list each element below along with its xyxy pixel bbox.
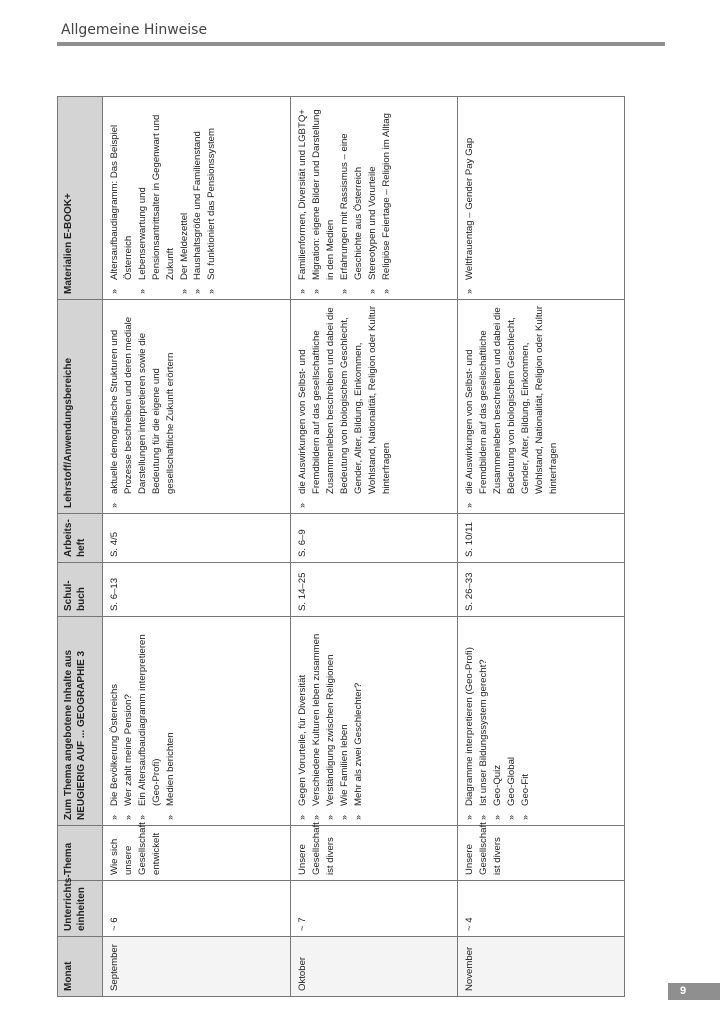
list-item: » Geo-Quiz [491,622,505,820]
list-item: » Mehr als zwei Geschlechter? [352,622,366,820]
curriculum-table-container [57,97,625,997]
list-item: » Haushaltsgröße und Familienstand [191,102,205,294]
cell-materialien [103,97,291,300]
list-item: » Die Bevölkerung Österreichs [108,622,122,820]
cell-lehrstoff [103,300,291,514]
cell-materialien [458,97,625,300]
list-item: » So funktioniert das Pensionssystem [205,102,219,294]
list-item: » Lebenserwartung und Pensionsantrittsalter in Gegenwart und Zukunft [136,102,178,294]
curriculum-table [57,96,625,997]
list-item: » Geo-Global [505,622,519,820]
header-einheiten: Unterrichts-einheiten [58,881,103,937]
header-arbeitsheft: Arbeits-heft [58,514,103,563]
list-item: » Altersaufbaudiagramm: Das Beispiel Österreich [108,102,136,294]
list-item: » Gegen Vorurteile, für Diversität [296,622,310,820]
page-number-badge: 9 [668,983,720,1000]
list-item: » Weltfrauentag – Gender Pay Gap [463,102,477,294]
list-item: » Geo-Fit [519,622,533,820]
cell-arbeitsheft: S. 4/5 [103,514,291,563]
list-item: » Diagramme interpretieren (Geo-Profi) [463,622,477,820]
cell-monat: September [103,937,291,997]
cell-monat: November [458,937,625,997]
header-inhalte: Zum Thema angebotene Inhalte aus NEUGIERIG AUF ... GEOGRAPHIE 3 [58,617,103,826]
table-row [103,97,291,997]
list-item: » Wer zahlt meine Pension? [122,622,136,820]
header-thema: Thema [58,826,103,881]
header-monat: Monat [58,937,103,997]
cell-inhalte [103,617,291,826]
list-item: » Der Meldezettel [178,102,192,294]
header-materialien: Materialien E-BOOK+ [58,97,103,300]
list-item: » die Auswirkungen von Selbst- und Fremdbildern auf das gesellschaftliche Zusammenleben beschreiben und dabei die Bedeutung von biologischem Geschlecht, Gender, Alter, Bildung, Einkommen, Wohlstand, Nationalität, Religion oder Kultur hinterfragen [463,305,560,508]
cell-einheiten: ~ 4 [458,881,625,937]
list-item: » Ein Altersaufbaudiagramm interpretieren (Geo-Profi) [136,622,164,820]
cell-schulbuch: S. 6–13 [103,563,291,617]
list-item: » die Auswirkungen von Selbst- und Fremdbildern auf das gesellschaftliche Zusammenleben beschreiben und dabei die Bedeutung von biologischem Geschlecht, Gender, Alter, Bildung, Einkommen, Wohlstand, Nationalität, Religion oder Kultur hinterfragen [296,305,393,508]
cell-thema: Unsere Gesellschaft ist divers [291,826,458,881]
cell-materialien [291,97,458,300]
cell-einheiten: ~ 7 [291,881,458,937]
list-item: » Verständigung zwischen Religionen [324,622,338,820]
cell-arbeitsheft: S. 6–9 [291,514,458,563]
cell-thema: Wie sich unsere Gesellschaft entwickelt [103,826,291,881]
cell-inhalte [291,617,458,826]
list-item: » Erfahrungen mit Rassismus – eine Geschichte aus Österreich [338,102,366,294]
list-item: » Religiöse Feiertage – Religion im Alltag [380,102,394,294]
cell-lehrstoff [458,300,625,514]
cell-inhalte [458,617,625,826]
cell-schulbuch: S. 26–33 [458,563,625,617]
table-row [291,97,458,997]
list-item: » Medien berichten [164,622,178,820]
header-lehrstoff: Lehrstoff/Anwendungsbereiche [58,300,103,514]
table-row [458,97,625,997]
list-item: » Stereotypen und Vorurteile [366,102,380,294]
cell-schulbuch: S. 14–25 [291,563,458,617]
list-item: » aktuelle demografische Strukturen und Prozesse beschreiben und deren mediale Darstellungen interpretieren sowie die Bedeutung für die eigene und gesellschaftliche Zukunft erörtern [108,305,178,508]
cell-arbeitsheft: S. 10/11 [458,514,625,563]
list-item: » Verschiedene Kulturen leben zusammen [310,622,324,820]
list-item: » Migration: eigene Bilder und Darstellung in den Medien [310,102,338,294]
cell-thema: Unsere Gesellschaft ist divers [458,826,625,881]
header-schulbuch: Schul-buch [58,563,103,617]
list-item: » Ist unser Bildungssystem gerecht? [477,622,491,820]
page-header-title: Allgemeine Hinweise [61,22,208,38]
table-header-row [58,97,103,997]
list-item: » Wie Familien leben [338,622,352,820]
cell-einheiten: ~ 6 [103,881,291,937]
cell-lehrstoff [291,300,458,514]
header-rule [57,42,665,46]
cell-monat: Oktober [291,937,458,997]
list-item: » Familienformen, Diversität und LGBTQ+ [296,102,310,294]
